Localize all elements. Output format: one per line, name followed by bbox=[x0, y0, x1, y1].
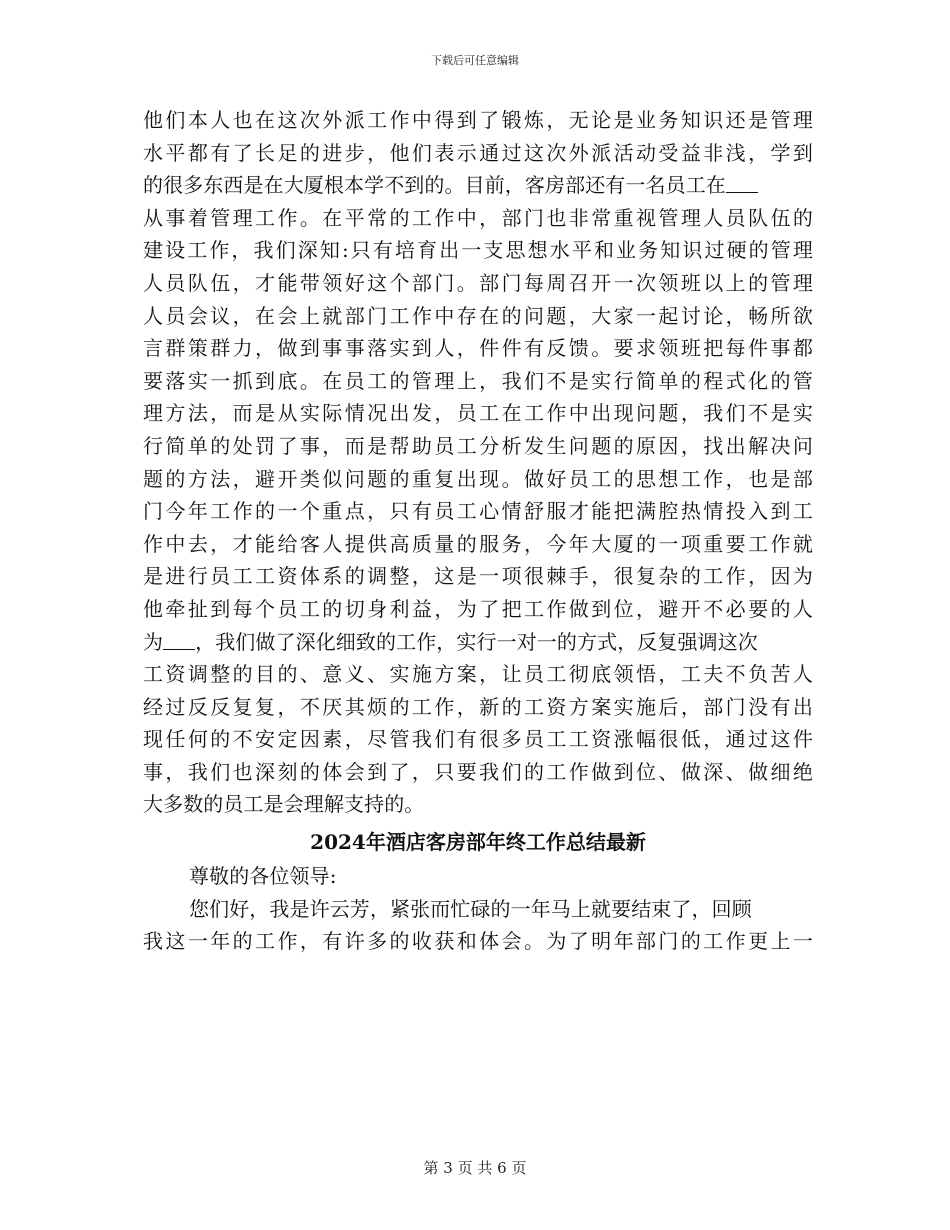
text-line: 人员队伍，才能带领好这个部门。部门每周召开一次领班以上的管理 bbox=[143, 270, 813, 295]
document-body bbox=[143, 104, 813, 958]
text-line: 您们好，我是许云芳，紧张而忙碌的一年马上就要结束了，回顾 bbox=[189, 896, 752, 921]
text-line: 工资调整的目的、意义、实施方案，让员工彻底领悟，工夫不负苦人 bbox=[143, 662, 813, 687]
text-line: 理方法，而是从实际情况出发，员工在工作中出现问题，我们不是实 bbox=[143, 401, 813, 426]
fill-in-blank bbox=[163, 631, 195, 650]
text-line: 建设工作，我们深知:只有培育出一支思想水平和业务知识过硬的管理 bbox=[143, 238, 813, 263]
text-line: 作中去，才能给客人提供高质量的服务，今年大厦的一项重要工作就 bbox=[143, 531, 813, 556]
text-line: 要落实一抓到底。在员工的管理上，我们不是实行简单的程式化的管 bbox=[143, 368, 813, 393]
text-line: 现任何的不安定因素，尽管我们有很多员工工资涨幅很低，通过这件 bbox=[143, 727, 813, 752]
text-segment: ，我们做了深化细致的工作，实行一对一的方式，反复强调这次 bbox=[195, 629, 758, 654]
text-line: 我这一年的工作，有许多的收获和体会。为了明年部门的工作更上一 bbox=[143, 929, 813, 954]
text-line bbox=[143, 169, 813, 202]
section-title: 2024年酒店客房部年终工作总结最新 bbox=[310, 830, 646, 855]
text-line: 言群策群力，做到事事落实到人，件件有反馈。要求领班把每件事都 bbox=[143, 336, 813, 361]
salutation: 尊敬的各位领导: bbox=[189, 864, 337, 889]
text-line: 大多数的员工是会理解支持的。 bbox=[143, 792, 425, 817]
text-line bbox=[143, 626, 813, 659]
text-line: 是进行员工工资体系的调整，这是一项很棘手，很复杂的工作，因为 bbox=[143, 564, 813, 589]
page-footer: 第 3 页 共 6 页 bbox=[423, 1159, 527, 1177]
text-line: 他们本人也在这次外派工作中得到了锻炼，无论是业务知识还是管理 bbox=[143, 108, 813, 132]
text-line: 经过反反复复，不厌其烦的工作，新的工资方案实施后，部门没有出 bbox=[143, 694, 813, 719]
text-line: 从事着管理工作。在平常的工作中，部门也非常重视管理人员队伍的 bbox=[143, 205, 813, 230]
text-line: 水平都有了长足的进步，他们表示通过这次外派活动受益非浅，学到 bbox=[143, 140, 813, 165]
text-segment: 为 bbox=[143, 629, 164, 654]
text-line: 行简单的处罚了事，而是帮助员工分析发生问题的原因，找出解决问 bbox=[143, 433, 813, 458]
text-line: 他牵扯到每个员工的切身利益，为了把工作做到位，避开不必要的人 bbox=[143, 596, 813, 621]
text-line: 人员会议，在会上就部门工作中存在的问题，大家一起讨论，畅所欲 bbox=[143, 303, 813, 328]
text-line: 题的方法，避开类似问题的重复出现。做好员工的思想工作，也是部 bbox=[143, 466, 813, 491]
fill-in-blank bbox=[726, 174, 758, 193]
text-line: 事，我们也深刻的体会到了，只要我们的工作做到位、做深、做细绝 bbox=[143, 759, 813, 784]
text-segment: 的很多东西是在大厦根本学不到的。目前，客房部还有一名员工在 bbox=[143, 173, 726, 198]
text-line: 门今年工作的一个重点，只有员工心情舒服才能把满腔热情投入到工 bbox=[143, 499, 813, 524]
page-header: 下载后可任意编辑 bbox=[431, 54, 519, 67]
